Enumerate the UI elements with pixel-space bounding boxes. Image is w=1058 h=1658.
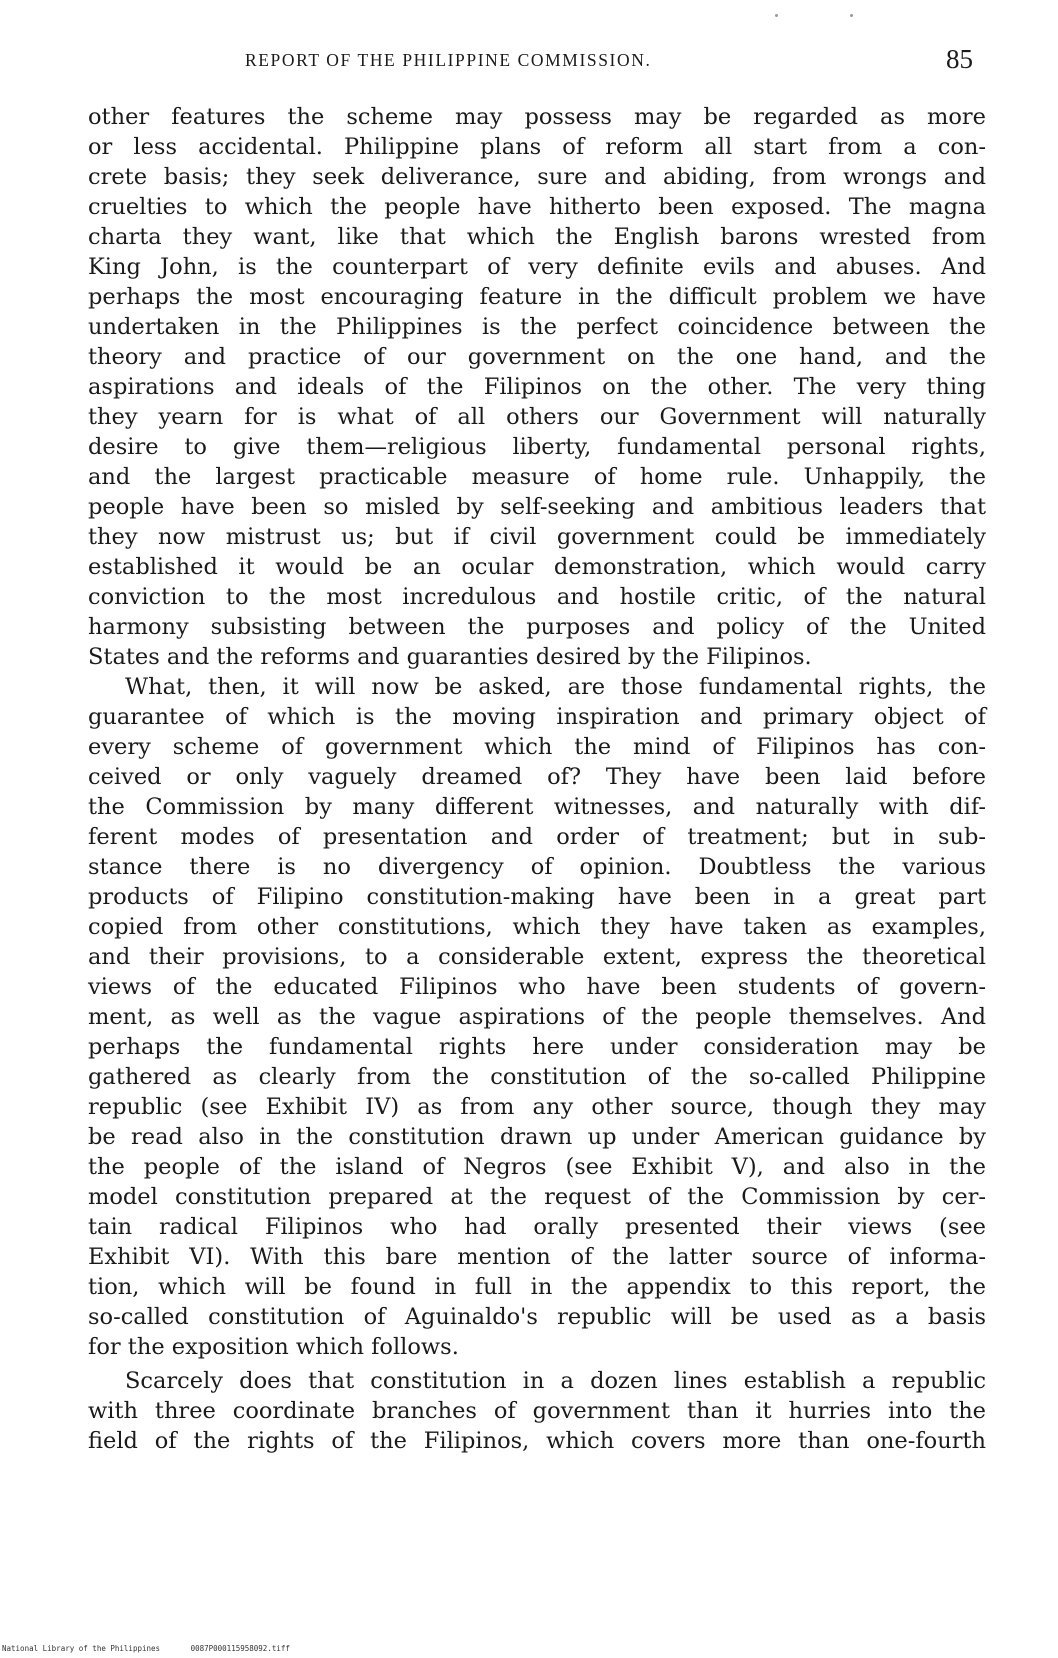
text-line: What, then, it will now be asked, are those fundamental rights, the [125, 674, 986, 700]
text-line: for the exposition which follows. [88, 1334, 459, 1360]
text-line: undertaken in the Philippines is the perfect coincidence between the [88, 314, 986, 340]
text-line: tion, which will be found in full in the appendix to this report, the [88, 1274, 986, 1300]
text-line: with three coordinate branches of government than it hurries into the [88, 1398, 986, 1424]
text-line: field of the rights of the Filipinos, which covers more than one-fourth [88, 1428, 986, 1454]
text-line: republic (see Exhibit IV) as from any other source, though they may [88, 1094, 986, 1120]
scan-speck [850, 14, 853, 17]
text-line: guarantee of which is the moving inspiration and primary object of [88, 704, 986, 730]
text-line: desire to give them—religious liberty, fundamental personal rights, [88, 434, 986, 460]
text-line: theory and practice of our government on the one hand, and the [88, 344, 986, 370]
text-line: stance there is no divergency of opinion. Doubtless the various [88, 854, 986, 880]
text-line: Scarcely does that constitution in a dozen lines establish a republic [125, 1368, 986, 1394]
text-line: perhaps the most encouraging feature in the difficult problem we have [88, 284, 986, 310]
text-line: charta they want, like that which the English barons wrested from [88, 224, 986, 250]
text-line: crete basis; they seek deliverance, sure and abiding, from wrongs and [88, 164, 986, 190]
text-line: every scheme of government which the mind of Filipinos has con- [88, 734, 986, 760]
text-line: they now mistrust us; but if civil government could be immediately [88, 524, 986, 550]
text-line: Exhibit VI). With this bare mention of the latter source of informa- [88, 1244, 986, 1270]
text-line: model constitution prepared at the request of the Commission by cer- [88, 1184, 986, 1210]
text-line: products of Filipino constitution-making have been in a great part [88, 884, 986, 910]
page-number: 85 [946, 44, 973, 74]
scan-file-id: 0087P000115958092.tiff [190, 1644, 290, 1653]
text-line: aspirations and ideals of the Filipinos on the other. The very thing [88, 374, 986, 400]
scan-speck [775, 14, 778, 17]
library-credit: National Library of the Philippines [2, 1644, 161, 1653]
text-line: King John, is the counterpart of very definite evils and abuses. And [88, 254, 986, 280]
text-line: tain radical Filipinos who had orally presented their views (see [88, 1214, 986, 1240]
running-head: REPORT OF THE PHILIPPINE COMMISSION. [245, 50, 652, 70]
text-line: gathered as clearly from the constitution of the so-called Philippine [88, 1064, 986, 1090]
text-line: perhaps the fundamental rights here under consideration may be [88, 1034, 986, 1060]
text-line: established it would be an ocular demonstration, which would carry [88, 554, 986, 580]
text-line: and their provisions, to a considerable extent, express the theoretical [88, 944, 986, 970]
text-line: or less accidental. Philippine plans of reform all start from a con- [88, 134, 986, 160]
text-line: they yearn for is what of all others our Government will naturally [88, 404, 986, 430]
text-line: ceived or only vaguely dreamed of? They have been laid before [88, 764, 986, 790]
text-line: other features the scheme may possess may be regarded as more [88, 104, 986, 130]
text-line: and the largest practicable measure of home rule. Unhappily, the [88, 464, 986, 490]
text-line: cruelties to which the people have hitherto been exposed. The magna [88, 194, 986, 220]
text-line: be read also in the constitution drawn up under American guidance by [88, 1124, 986, 1150]
text-line: so-called constitution of Aguinaldo's republic will be used as a basis [88, 1304, 986, 1330]
text-line: copied from other constitutions, which they have taken as examples, [88, 914, 986, 940]
text-line: people have been so misled by self-seeking and ambitious leaders that [88, 494, 986, 520]
text-line: ment, as well as the vague aspirations of the people themselves. And [88, 1004, 986, 1030]
text-line: the Commission by many different witnesses, and naturally with dif- [88, 794, 986, 820]
text-line: States and the reforms and guaranties desired by the Filipinos. [88, 644, 812, 670]
text-line: the people of the island of Negros (see Exhibit V), and also in the [88, 1154, 986, 1180]
text-line: views of the educated Filipinos who have been students of govern- [88, 974, 986, 1000]
text-line: harmony subsisting between the purposes and policy of the United [88, 614, 986, 640]
text-line: conviction to the most incredulous and hostile critic, of the natural [88, 584, 986, 610]
scan-footer [2, 1644, 316, 1653]
text-line: ferent modes of presentation and order of treatment; but in sub- [88, 824, 986, 850]
